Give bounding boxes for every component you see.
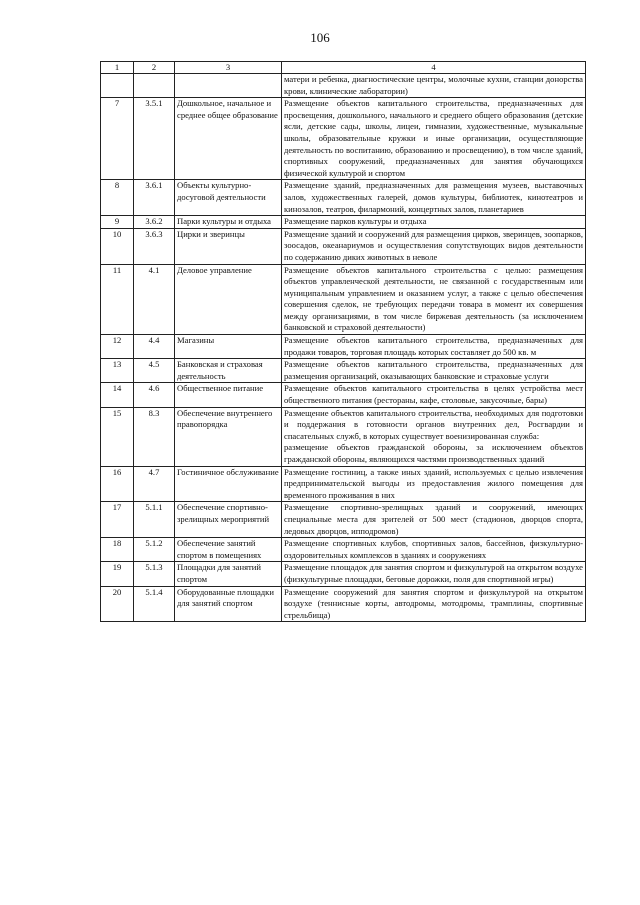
use-name: Площадки для занятий спортом [175,562,282,586]
use-description [282,98,586,180]
use-code: 5.1.2 [134,538,175,562]
description-paragraph: Размещение сооружений для занятия спортом и физкультурой на открытом воздухе (теннисные корты, автодромы, мотодромы, трамплины, спортивные стрельбища) [284,586,583,620]
description-paragraph: Размещение объектов капитального строительства, необходимых для подготовки и поддержания в готовности органов внутренних дел, Росгвардии и спасательных служб, в которых существует военизированная служба: [284,407,583,441]
use-name: Гостиничное обслуживание [175,466,282,502]
use-code [134,74,175,98]
description-paragraph: Размещение объектов капитального строительства, предназначенных для размещения организаций, оказывающих банковские и страховые услуги [284,359,583,381]
use-description [282,359,586,383]
description-paragraph: Размещение парков культуры и отдыха [284,216,427,227]
use-name [175,74,282,98]
row-number: 13 [101,359,134,383]
use-name: Обеспечение внутреннего правопорядка [175,407,282,466]
description-paragraph: Размещение площадок для занятия спортом и физкультурой на открытом воздухе (физкультурные площадки, беговые дорожки, поля для спортивной игры) [284,562,583,584]
land-use-table [100,61,586,622]
description-paragraph: размещение объектов гражданской обороны, за исключением объектов гражданской обороны, являющихся частями производственных зданий [284,442,583,464]
description-paragraph: Размещение объектов капитального строительства, предназначенных для просвещения, дошкольного, начального и среднего общего образования (детские ясли, детские сады, школы, лицеи, гимназии, художественные, музыкальные школы, образовательные кружки и иные организации, осуществляющие деятельность по воспитанию, образованию и просвещению), в том числе зданий, спортивных сооружений, предназначенных для занятия обучающихся физической культурой и спортом [284,98,583,178]
use-code: 5.1.3 [134,562,175,586]
table-row [101,407,586,466]
description-paragraph: Размещение зданий, предназначенных для размещения музеев, выставочных залов, художественных галерей, домов культуры, библиотек, кинотеатров и кинозалов, театров, филармоний, концертных залов, планетариев [284,180,583,214]
table-row [101,216,586,229]
table-header-row [101,62,586,74]
description-paragraph: Размещение объектов капитального строительства, предназначенных для продажи товаров, торговая площадь которых составляет до 500 кв. м [284,335,583,357]
use-name: Деловое управление [175,264,282,335]
table-row [101,228,586,264]
header-cell: 1 [101,62,134,74]
use-description [282,586,586,622]
use-description [282,74,586,98]
table-row [101,502,586,538]
use-code: 4.5 [134,359,175,383]
table-row [101,264,586,335]
use-description [282,383,586,407]
use-description [282,466,586,502]
use-code: 5.1.4 [134,586,175,622]
use-description [282,335,586,359]
description-paragraph: Размещение объектов капитального строительства в целях устройства мест общественного питания (рестораны, кафе, столовые, закусочные, бары) [284,383,583,406]
row-number: 14 [101,383,134,407]
description-paragraph: Размещение зданий и сооружений для размещения цирков, зверинцев, зоопарков, зоосадов, океанариумов и осуществления сопутствующих видов деятельности по содержанию диких животных в неволе [284,228,583,262]
table-row [101,586,586,622]
row-number: 11 [101,264,134,335]
description-paragraph: Размещение объектов капитального строительства с целью: размещения объектов управленческой деятельности, не связанной с государственным или муниципальным управлением и оказанием услуг, а также с целью обеспечения совершения сделок, не требующих передачи товара в момент их совершения между организациями, в том числе биржевая деятельность (за исключением банковской и страховой деятельности) [284,264,583,333]
table-row [101,74,586,98]
description-paragraph: Размещение спортивно-зрелищных зданий и сооружений, имеющих специальные места для зрителей от 500 мест (стадионов, дворцов спорта, ледовых дворцов, ипподромов) [284,502,583,536]
use-description [282,216,586,229]
use-code: 3.6.2 [134,216,175,229]
use-code: 3.6.3 [134,228,175,264]
table-row [101,466,586,502]
use-description [282,180,586,216]
header-cell: 3 [175,62,282,74]
row-number: 16 [101,466,134,502]
row-number: 17 [101,502,134,538]
use-name: Банковская и страховая деятельность [175,359,282,383]
use-description [282,538,586,562]
description-paragraph: Размещение гостиниц, а также иных зданий, используемых с целью извлечения предпринимательской выгоды из предоставления жилого помещения для временного проживания в них [284,466,583,500]
use-description [282,228,586,264]
use-code: 4.6 [134,383,175,407]
use-code: 5.1.1 [134,502,175,538]
row-number: 8 [101,180,134,216]
use-code: 3.5.1 [134,98,175,180]
use-code: 4.4 [134,335,175,359]
use-name: Цирки и зверинцы [175,228,282,264]
page-number: 106 [310,30,330,45]
row-number: 10 [101,228,134,264]
header-cell: 4 [282,62,586,74]
table-row [101,180,586,216]
use-code: 3.6.1 [134,180,175,216]
use-name: Оборудованные площадки для занятий спортом [175,586,282,622]
table-row [101,335,586,359]
description-paragraph: матери и ребенка, диагностические центры, молочные кухни, станции донорства крови, клинические лаборатории) [284,74,583,96]
use-code: 8.3 [134,407,175,466]
use-description [282,502,586,538]
table-row [101,562,586,586]
use-name: Объекты культурно-досуговой деятельности [175,180,282,216]
table-row [101,359,586,383]
row-number: 20 [101,586,134,622]
header-cell: 2 [134,62,175,74]
use-code: 4.1 [134,264,175,335]
use-name: Дошкольное, начальное и среднее общее образование [175,98,282,180]
use-description [282,407,586,466]
use-name: Парки культуры и отдыха [175,216,282,229]
row-number: 12 [101,335,134,359]
row-number [101,74,134,98]
table-row [101,538,586,562]
table-row [101,98,586,180]
use-description [282,562,586,586]
use-description [282,264,586,335]
table-row [101,383,586,407]
row-number: 9 [101,216,134,229]
use-name: Общественное питание [175,383,282,407]
row-number: 18 [101,538,134,562]
row-number: 7 [101,98,134,180]
use-code: 4.7 [134,466,175,502]
use-name: Обеспечение занятий спортом в помещениях [175,538,282,562]
use-name: Обеспечение спортивно-зрелищных мероприятий [175,502,282,538]
description-paragraph: Размещение спортивных клубов, спортивных залов, бассейнов, физкультурно-оздоровительных комплексов в зданиях и сооружениях [284,538,583,560]
row-number: 15 [101,407,134,466]
use-name: Магазины [175,335,282,359]
row-number: 19 [101,562,134,586]
